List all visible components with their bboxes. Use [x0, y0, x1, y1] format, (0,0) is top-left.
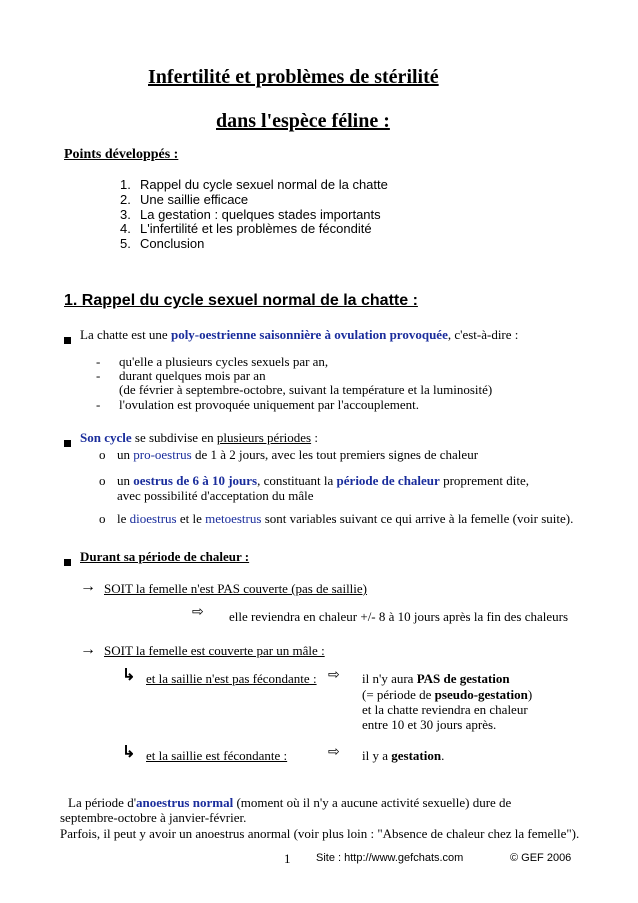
dash-item: (de février à septembre-octobre, suivant la température et la luminosité) — [119, 382, 493, 397]
case1-result-4: entre 10 et 30 jours après. — [362, 717, 497, 732]
dash-mark: - — [96, 397, 101, 412]
arrow-right-icon: → — [80, 641, 96, 658]
list-item: 1. Rappel du cycle sexuel normal de la chatte — [120, 177, 388, 192]
footer-copyright: © GEF 2006 — [510, 852, 572, 864]
dash-mark: - — [96, 354, 101, 369]
circle-bullet-icon: o — [99, 447, 106, 462]
p1: La chatte est une poly-oestrienne saisonnière à ovulation provoquée, c'est-à-dire : — [80, 327, 519, 342]
list-item: 4. L'infertilité et les problèmes de fécondité — [120, 221, 372, 236]
case1: et la saillie n'est pas fécondante : — [146, 671, 317, 686]
implies-arrow-icon: ⇨ — [328, 668, 340, 683]
anoestrus-line1: La période d'anoestrus normal (moment où il n'y a aucune activité sexuelle) dure de — [68, 795, 512, 810]
footer-site: Site : http://www.gefchats.com — [316, 852, 464, 864]
dash-item: l'ovulation est provoquée uniquement par l'accouplement. — [119, 397, 419, 412]
p3: Durant sa période de chaleur : — [80, 549, 250, 564]
soit1-result: elle reviendra en chaleur +/- 8 à 10 jours après la fin des chaleurs — [229, 609, 569, 624]
o3: le dioestrus et le metoestrus sont variables suivant ce qui arrive à la femelle (voir suite). — [117, 511, 574, 526]
dash-mark: - — [96, 368, 101, 383]
hook-arrow-icon: ↳ — [122, 744, 136, 761]
dash-item: qu'elle a plusieurs cycles sexuels par an, — [119, 354, 329, 369]
arrow-right-icon: → — [80, 578, 96, 595]
circle-bullet-icon: o — [99, 473, 106, 488]
dash-item: durant quelques mois par an — [119, 368, 266, 383]
title-line1: Infertilité et problèmes de stérilité — [148, 66, 439, 88]
points-heading: Points développés : — [64, 147, 179, 162]
implies-arrow-icon: ⇨ — [328, 745, 340, 760]
section1-heading — [64, 292, 418, 310]
soit1: SOIT la femelle n'est PAS couverte (pas de saillie) — [104, 581, 368, 596]
soit2: SOIT la femelle est couverte par un mâle : — [104, 643, 325, 658]
case1-result: il n'y aura PAS de gestation — [362, 671, 510, 686]
case1-result-2: (= période de pseudo-gestation) — [362, 687, 533, 702]
bullet-square-icon — [64, 553, 71, 571]
circle-bullet-icon: o — [99, 511, 106, 526]
p2: Son cycle se subdivise en plusieurs périodes : — [80, 430, 318, 445]
case2-result: il y a gestation. — [362, 748, 445, 763]
list-item: 2. Une saillie efficace — [120, 192, 249, 207]
title-line2: dans l'espèce féline : — [216, 110, 390, 132]
bullet-square-icon — [64, 331, 71, 349]
bullet-square-icon — [64, 434, 71, 452]
o1: un pro-oestrus de 1 à 2 jours, avec les tout premiers signes de chaleur — [117, 447, 479, 462]
hook-arrow-icon: ↳ — [122, 667, 136, 684]
o2: un oestrus de 6 à 10 jours, constituant la période de chaleur proprement dite, — [117, 473, 529, 488]
list-item: 3. La gestation : quelques stades importants — [120, 207, 381, 222]
o2-cont: avec possibilité d'acceptation du mâle — [117, 488, 314, 503]
case1-result-3: et la chatte reviendra en chaleur — [362, 702, 528, 717]
section1-heading-text: 1. Rappel du cycle sexuel normal de la chatte : — [64, 292, 418, 309]
anoestrus-line2: septembre-octobre à janvier-février. — [60, 810, 247, 825]
anoestrus-line3: Parfois, il peut y avoir un anoestrus anormal (voir plus loin : "Absence de chaleur chez la femelle"). — [60, 826, 580, 841]
case2: et la saillie est fécondante : — [146, 748, 288, 763]
page-number: 1 — [284, 851, 291, 866]
implies-arrow-icon: ⇨ — [192, 605, 204, 620]
list-item: 5. Conclusion — [120, 236, 205, 251]
